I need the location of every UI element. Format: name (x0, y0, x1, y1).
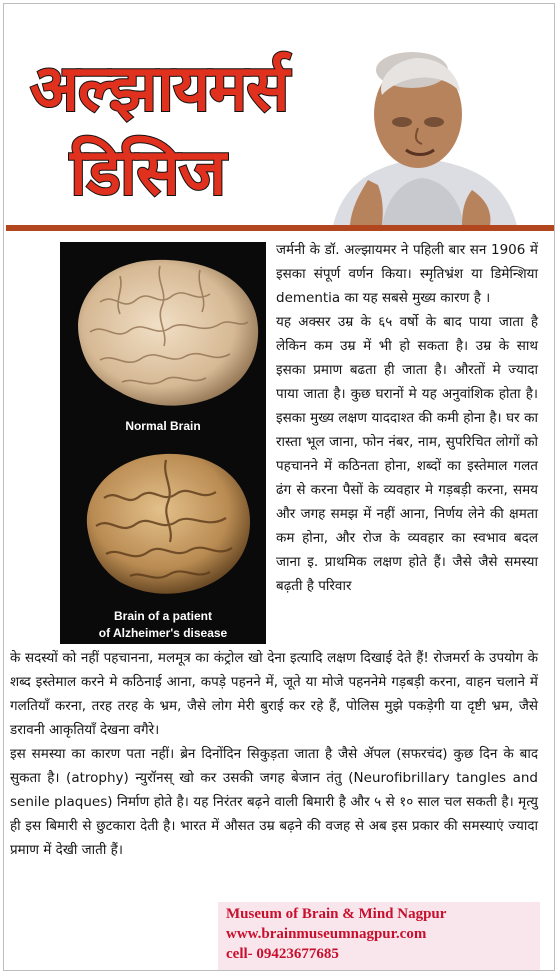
patient-caption-line1: Brain of a patient (113, 609, 212, 623)
patient-caption-line2: of Alzheimer's disease (98, 626, 228, 640)
museum-contact-box (218, 902, 540, 970)
normal-brain-image (60, 242, 266, 422)
patient-brain-caption (60, 608, 266, 642)
article-paragraph-2-column: यह अक्सर उम्र के ६५ वर्षो के बाद पाया जाता है लेकिन कम उम्र में भी हो सकता है। उम्र के साथ इसका प्रमाण बढता ही जाता है। औरतों मे ज्यादा पाया जाता है। कुछ घरानों मे यह अनुवांशिक होता है। इसका मुख्य लक्षण याददाश्त की कमी होना है। घर का रास्ता भूल जाना, फोन नंबर, नाम, सुपरिचित लोगों को पहचानने में कठिनता होना, शब्दों का इस्तेमाल गलत ढंग से करना पैसों के व्यवहार मे गड़बड़ी करना, समय और जगह समझ में नहीं आना, निर्णय लेने की क्षमता कम होना, और रोज के व्यवहार का स्वभाव बदल जाना इ. प्राथमिक लक्षण होते हैं। जैसे जैसे समस्या बढ़ती है परिवार (276, 314, 538, 594)
title-line-1: अल्झायमर्स (30, 52, 289, 126)
alzheimer-brain-image (60, 442, 266, 612)
museum-name: Museum of Brain & Mind Nagpur (226, 906, 447, 922)
article-paragraph-3: इस समस्या का कारण पता नहीं। ब्रेन दिनोंदिन सिकुड़ता जाता है जैसे ॲपल (सफरचंद) कुछ दिन के बाद सुकता है। (atrophy) न्युरॉनस् खो कर उसकी जगह बेजान तंतु (Neurofibrillary tangles and senile plaques) निर्माण होते है। यह निरंतर बढ़ने वाली बिमारी है और ५ से १० साल चल सकती है। मृत्यु ही इस बिमारी से छुटकारा देती है। भारत में औसत उम्र बढ़ने की वजह से अब इस प्रकार की समस्याएं ज्यादा प्रमाण में देखी जाती हैं। (10, 746, 538, 858)
title-line-2: डिसिज (70, 136, 226, 210)
normal-brain-caption: Normal Brain (125, 419, 201, 433)
article-paragraph-1: जर्मनी के डॉ. अल्झायमर ने पहिली बार सन 1906 में इसका संपूर्ण वर्णन किया। स्मृतिभ्रंश या डिमेन्शिया dementia का यह सबसे मुख्य कारण है । (276, 242, 538, 306)
article-wide-text (10, 646, 538, 862)
header-rule (6, 225, 554, 231)
article-column-text (276, 238, 538, 598)
article-paragraph-2-wide: के सदस्यों को नहीं पहचानना, मलमूत्र का कंट्रोल खो देना इत्यादि लक्षण दिखाई देते हैं! रोजमर्रा के उपयोग के शब्द इस्तेमाल करने मे कठिनाई आना, कपड़े पहनने में, जूते या मोजे पहननेमे गड़बड़ी करना, वाहन चलाने में गलतियाँ करना, तरह तरह के भ्रम, जैसे लोग मेरी बुराई कर रहे हैं, पोलिस मुझे पकड़ेगी या दृष्टी भ्रम, जैसे डरावनी आकृतियाँ देखना वगैरे। (10, 650, 538, 738)
museum-phone: cell- 09423677685 (226, 946, 339, 962)
museum-website[interactable]: www.brainmuseumnagpur.com (226, 926, 427, 942)
portrait-photo (322, 40, 522, 230)
brain-comparison-figure (60, 242, 266, 644)
